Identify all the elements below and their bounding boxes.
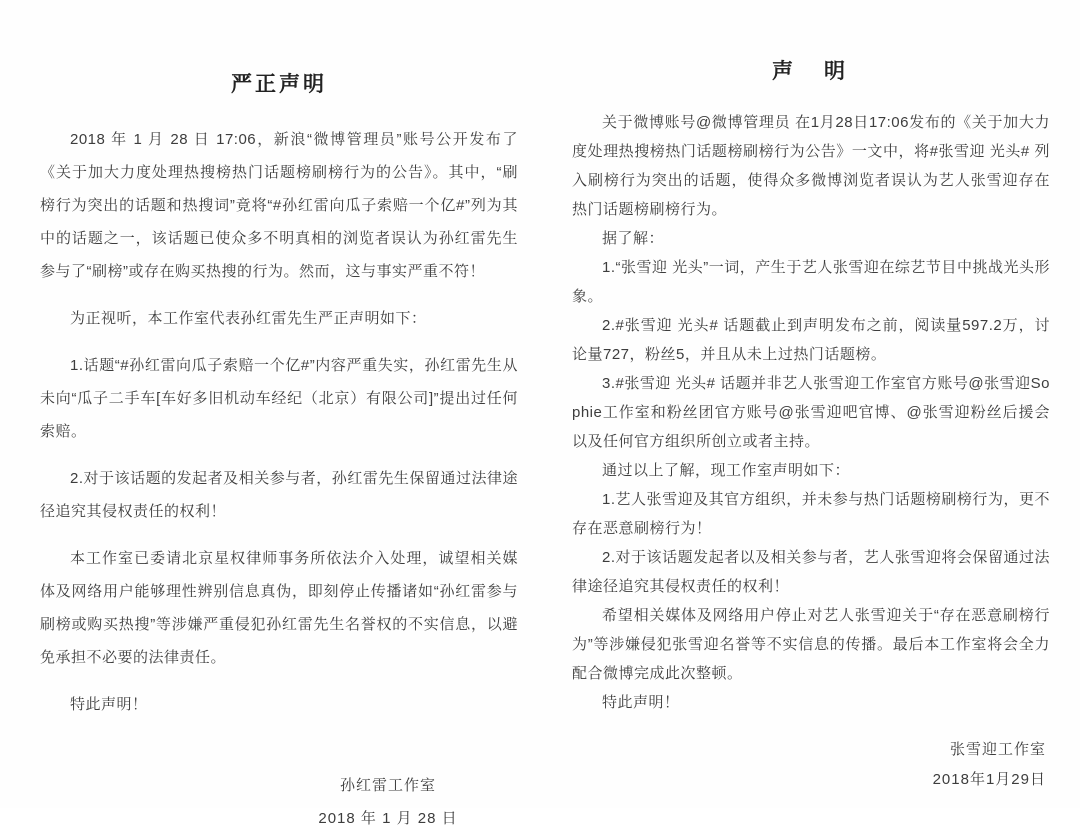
statement-paragraph: 2.对于该话题发起者以及相关参与者，艺人张雪迎将会保留通过法律途径追究其侵权责任的权利！	[572, 549, 1050, 595]
statement-paragraph: 特此声明！	[70, 696, 148, 713]
statement-paragraph: 1.“张雪迎 光头”一词，产生于艺人张雪迎在综艺节目中挑战光头形象。	[572, 259, 1050, 305]
statement-paragraph: 1.话题“#孙红雷向瓜子索赔一个亿#”内容严重失实，孙红雷先生从未向“瓜子二手车[车好多旧机动车经纪（北京）有限公司]”提出过任何索赔。	[40, 357, 518, 440]
signature-block-left	[40, 769, 518, 835]
statement-title-right: 声 明	[772, 60, 850, 83]
statement-paragraph: 3.#张雪迎 光头# 话题并非艺人张雪迎工作室官方账号@张雪迎Sophie工作室和粉丝团官方账号@张雪迎吧官博、@张雪迎粉丝后援会以及任何官方组织所创立或者主持。	[572, 375, 1050, 450]
statement-paragraph: 为正视听，本工作室代表孙红雷先生严正声明如下：	[70, 310, 427, 327]
statement-paragraph: 据了解：	[602, 230, 665, 247]
statement-paragraph: 2.#张雪迎 光头# 话题截止到声明发布之前，阅读量597.2万，讨论量727，粉丝5，并且从未上过热门话题榜。	[572, 317, 1050, 363]
statement-title-left: 严正声明	[231, 73, 327, 96]
signature-name-left: 孙红雷工作室	[339, 777, 436, 794]
statement-paragraph: 关于微博账号@微博管理员 在1月28日17:06发布的《关于加大力度处理热搜榜热门话题榜刷榜行为公告》一文中，将#张雪迎 光头# 列入刷榜行为突出的话题，使得众多微博浏览者误认为艺人张雪迎存在热门话题榜刷榜行为。	[572, 114, 1050, 218]
statement-paragraph: 特此声明！	[602, 694, 680, 711]
statement-paragraph: 2018 年 1 月 28 日 17:06，新浪“微博管理员”账号公开发布了《关于加大力度处理热搜榜热门话题榜刷榜行为的公告》。其中，“刷榜行为突出的话题和热搜词”竟将“#孙红雷向瓜子索赔一个亿#”列为其中的话题之一，该话题已使众多不明真相的浏览者误认为孙红雷先生参与了“刷榜”或存在购买热搜的行为。然而，这与事实严重不符！	[40, 131, 518, 280]
signature-block-right	[572, 735, 1050, 795]
statement-sun-honglei	[40, 0, 518, 835]
signature-name-right: 张雪迎工作室	[949, 741, 1046, 758]
statement-paragraph: 1.艺人张雪迎及其官方组织，并未参与热门话题榜刷榜行为，更不存在恶意刷榜行为！	[572, 491, 1050, 537]
statement-paragraph: 2.对于该话题的发起者及相关参与者，孙红雷先生保留通过法律途径追究其侵权责任的权利！	[40, 470, 518, 520]
statement-paragraph: 希望相关媒体及网络用户停止对艺人张雪迎关于“存在恶意刷榜行为”等涉嫌侵犯张雪迎名誉等不实信息的传播。最后本工作室将会全力配合微博完成此次整顿。	[572, 607, 1050, 682]
statement-body-left	[40, 123, 518, 721]
signature-date-left: 2018 年 1 月 28 日	[318, 810, 458, 827]
statement-paragraph: 本工作室已委请北京星权律师事务所依法介入处理，诚望相关媒体及网络用户能够理性辨别信息真伪，即刻停止传播诸如“孙红雷参与刷榜或购买热搜”等涉嫌严重侵犯孙红雷先生名誉权的不实信息，以避免承担不必要的法律责任。	[40, 550, 518, 666]
statement-paragraph: 通过以上了解，现工作室声明如下：	[602, 462, 851, 479]
statement-body-right	[572, 108, 1050, 717]
statement-zhang-xueying	[572, 0, 1050, 795]
signature-date-right: 2018年1月29日	[932, 771, 1046, 788]
